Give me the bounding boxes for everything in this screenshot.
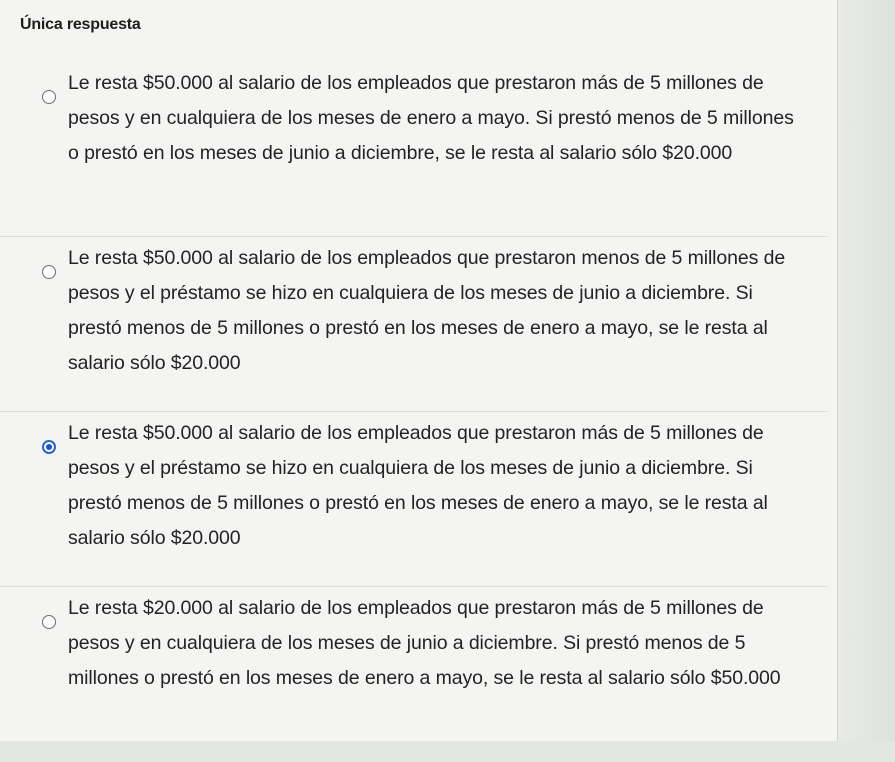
question-type-label: Única respuesta [20, 16, 141, 33]
page-background-edge [838, 0, 895, 741]
radio-button-1[interactable] [42, 90, 56, 104]
answer-option-3[interactable] [0, 412, 828, 587]
answer-options [0, 62, 828, 762]
radio-dot-icon [46, 444, 52, 450]
answer-option-text[interactable]: Le resta $50.000 al salario de los empleados que prestaron menos de 5 millones de pesos y el préstamo se hizo en cualquiera de los meses de junio a diciembre. Si prestó menos de 5 millones o prestó en los meses de enero a mayo, se le resta al salario sólo $20.000 [68, 247, 786, 374]
radio-button-2[interactable] [42, 265, 56, 279]
answer-option-2[interactable] [0, 237, 828, 412]
answer-option-1[interactable] [0, 62, 828, 237]
answer-option-text[interactable]: Le resta $50.000 al salario de los empleados que prestaron más de 5 millones de pesos y en cualquiera de los meses de enero a mayo. Si prestó menos de 5 millones o prestó en los meses de junio a diciembre, se le resta al salario sólo $20.000 [68, 72, 794, 164]
answer-option-4[interactable] [0, 587, 828, 762]
answer-option-text[interactable]: Le resta $50.000 al salario de los empleados que prestaron más de 5 millones de pesos y el préstamo se hizo en cualquiera de los meses de junio a diciembre. Si prestó menos de 5 millones o prestó en los meses de enero a mayo, se le resta al salario sólo $20.000 [68, 422, 768, 549]
answer-option-text[interactable]: Le resta $20.000 al salario de los empleados que prestaron más de 5 millones de pesos y en cualquiera de los meses de junio a diciembre. Si prestó menos de 5 millones o prestó en los meses de enero a mayo, se le resta al salario sólo $50.000 [68, 597, 781, 689]
radio-button-3[interactable] [42, 440, 56, 454]
radio-button-4[interactable] [42, 615, 56, 629]
